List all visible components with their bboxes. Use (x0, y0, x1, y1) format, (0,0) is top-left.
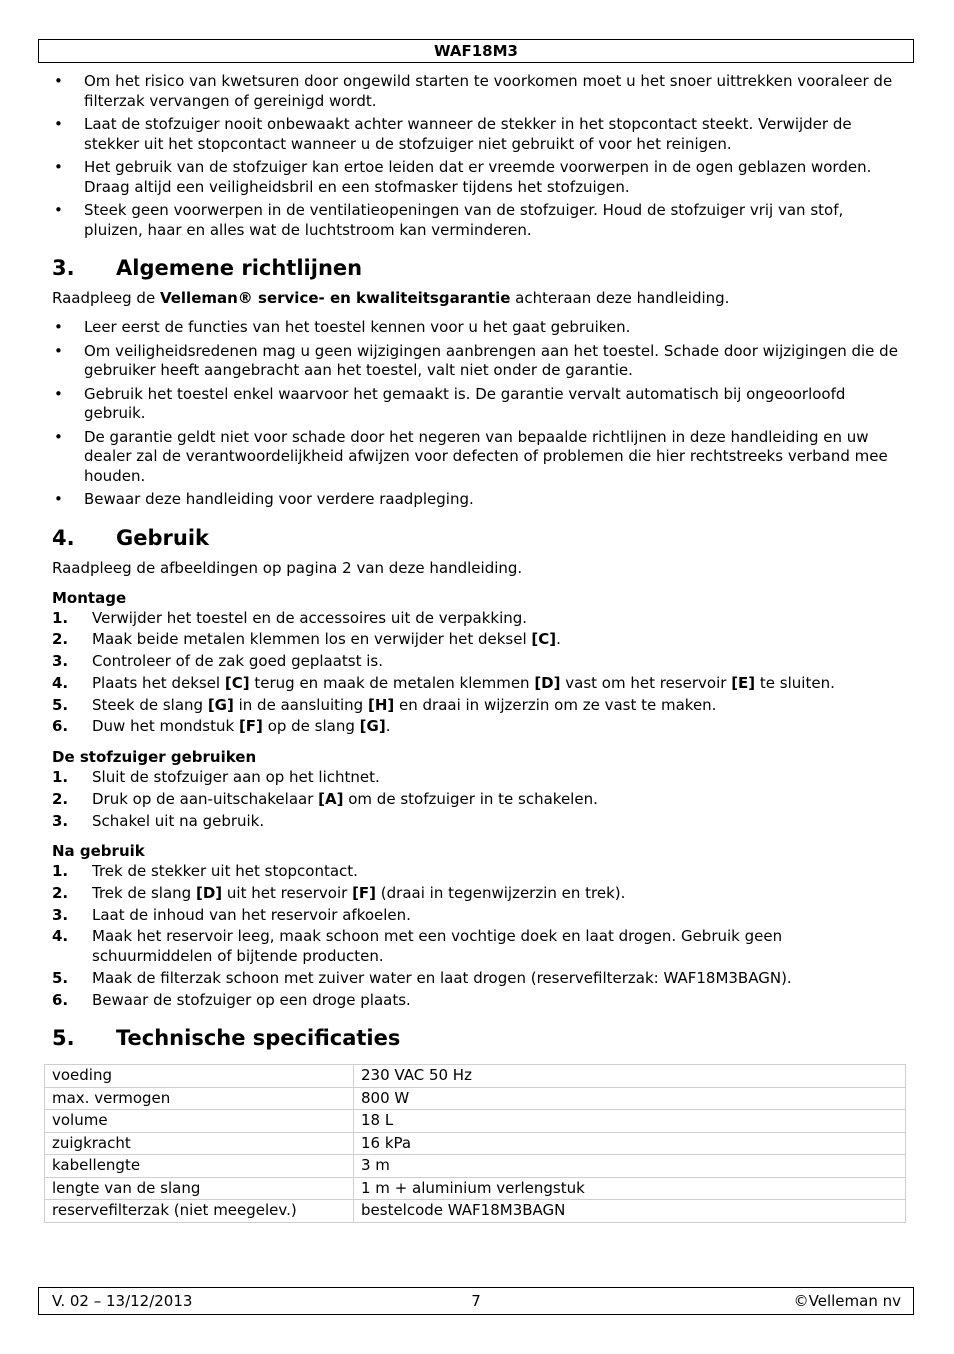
list-item: 3. Schakel uit na gebruik. (52, 811, 265, 830)
table-row: voeding 230 VAC 50 Hz (45, 1065, 906, 1088)
section-intro: Raadpleeg de afbeeldingen op pagina 2 van deze handleiding. (52, 558, 523, 577)
list-item: 1. Trek de stekker uit het stopcontact. (52, 862, 358, 881)
list-item: • De garantie geldt niet voor schade door het negeren van bepaalde richtlijnen in deze handleiding en uw dealer zal de verantwoordelijkheid afwijzen voor defecten of problemen die hier rechtstreeks verband mee houden. (52, 428, 902, 487)
list-item: 4. Maak het reservoir leeg, maak schoon met een vochtige doek en laat drogen. Gebruik geen schuurmiddelen of bijtende producten. (52, 927, 783, 965)
section-number: 4. (52, 525, 75, 550)
list-item: • Het gebruik van de stofzuiger kan ertoe leiden dat er vreemde voorwerpen in de ogen geblazen worden. Draag altijd een veiligheidsbril en een stofmasker tijdens het stofzuigen. (52, 158, 902, 197)
table-row: lengte van de slang 1 m + aluminium verlengstuk (45, 1177, 906, 1200)
list-item: • Om veiligheidsredenen mag u geen wijzigingen aanbrengen aan het toestel. Schade door wijzigingen die de gebruiker heeft aangebracht aan het toestel, valt niet onder de garantie. (52, 342, 902, 381)
section-title: Technische specificaties (116, 1026, 401, 1051)
list-item: 4. Plaats het deksel [C] terug en maak de metalen klemmen [D] vast om het reservoir [E] te sluiten. (52, 673, 835, 692)
model-title: WAF18M3 (434, 42, 518, 60)
safety-bullet-list (52, 72, 902, 240)
table-row: kabellengte 3 m (45, 1155, 906, 1178)
list-item: 3. Laat de inhoud van het reservoir afkoelen. (52, 905, 411, 924)
subheading-usage: De stofzuiger gebruiken (52, 747, 257, 766)
list-item: 2. Maak beide metalen klemmen los en verwijder het deksel [C]. (52, 630, 561, 649)
section-title: Gebruik (116, 525, 209, 550)
table-row: max. vermogen 800 W (45, 1087, 906, 1110)
list-item: • Laat de stofzuiger nooit onbewaakt achter wanneer de stekker in het stopcontact steekt. Verwijder de stekker uit het stopcontact wanneer u de stofzuiger niet gebruikt of voor het reinigen. (52, 115, 902, 154)
section-heading-specs (52, 1024, 902, 1052)
montage-steps (52, 609, 902, 737)
list-item: • Om het risico van kwetsuren door ongewild starten te voorkomen moet u het snoer uittrekken vooraleer de filterzak vervangen of gereinigd wordt. (52, 72, 902, 111)
list-item: 6. Duw het mondstuk [F] op de slang [G]. (52, 717, 391, 736)
page-number: 7 (471, 1292, 481, 1310)
list-item: 2. Druk op de aan-uitschakelaar [A] om de stofzuiger in te schakelen. (52, 789, 598, 808)
list-item: • Steek geen voorwerpen in de ventilatieopeningen van de stofzuiger. Houd de stofzuiger vrij van stof, pluizen, haar en alles wat de luchtstroom kan verminderen. (52, 201, 902, 240)
list-item: 1. Verwijder het toestel en de accessoires uit de verpakking. (52, 608, 528, 627)
section-intro: Raadpleeg de Velleman® service- en kwaliteitsgarantie achteraan deze handleiding. (52, 289, 730, 307)
list-item: • Bewaar deze handleiding voor verdere raadpleging. (52, 490, 902, 510)
warranty-reference: Velleman® service- en kwaliteitsgarantie (159, 289, 511, 307)
list-item: • Gebruik het toestel enkel waarvoor het gemaakt is. De garantie vervalt automatisch bij ongeoorloofd gebruik. (52, 385, 902, 424)
copyright: ©Velleman nv (793, 1292, 901, 1310)
after-use-steps (52, 862, 902, 1010)
list-item: 5. Steek de slang [G] in de aansluiting [H] en draai in wijzerzin om ze vast te maken. (52, 695, 717, 714)
section-heading-use (52, 524, 902, 552)
section-number: 3. (52, 256, 75, 280)
list-item: 5. Maak de filterzak schoon met zuiver water en laat drogen (reservefilterzak: WAF18M3BAGN). (52, 968, 792, 987)
page-footer (38, 1287, 914, 1315)
table-row: reservefilterzak (niet meegelev.) bestelcode WAF18M3BAGN (45, 1200, 906, 1223)
section-number: 5. (52, 1026, 75, 1051)
table-row: zuigkracht 16 kPa (45, 1132, 906, 1155)
spec-table (44, 1064, 906, 1223)
list-item: 3. Controleer of de zak goed geplaatst is. (52, 652, 384, 671)
section-title: Algemene richtlijnen (116, 256, 363, 280)
subheading-after-use: Na gebruik (52, 842, 145, 861)
page-content (52, 72, 902, 1058)
table-row: volume 18 L (45, 1110, 906, 1133)
list-item: 6. Bewaar de stofzuiger op een droge plaats. (52, 990, 411, 1009)
subheading-montage: Montage (52, 588, 127, 607)
page-header (38, 39, 914, 63)
list-item: 1. Sluit de stofzuiger aan op het lichtnet. (52, 767, 380, 786)
general-guidelines-list (52, 318, 902, 510)
list-item: 2. Trek de slang [D] uit het reservoir [F] (draai in tegenwijzerzin en trek). (52, 883, 626, 902)
list-item: • Leer eerst de functies van het toestel kennen voor u het gaat gebruiken. (52, 318, 902, 338)
section-heading-general (52, 254, 902, 282)
usage-steps (52, 768, 902, 831)
version-date: V. 02 – 13/12/2013 (52, 1292, 193, 1310)
